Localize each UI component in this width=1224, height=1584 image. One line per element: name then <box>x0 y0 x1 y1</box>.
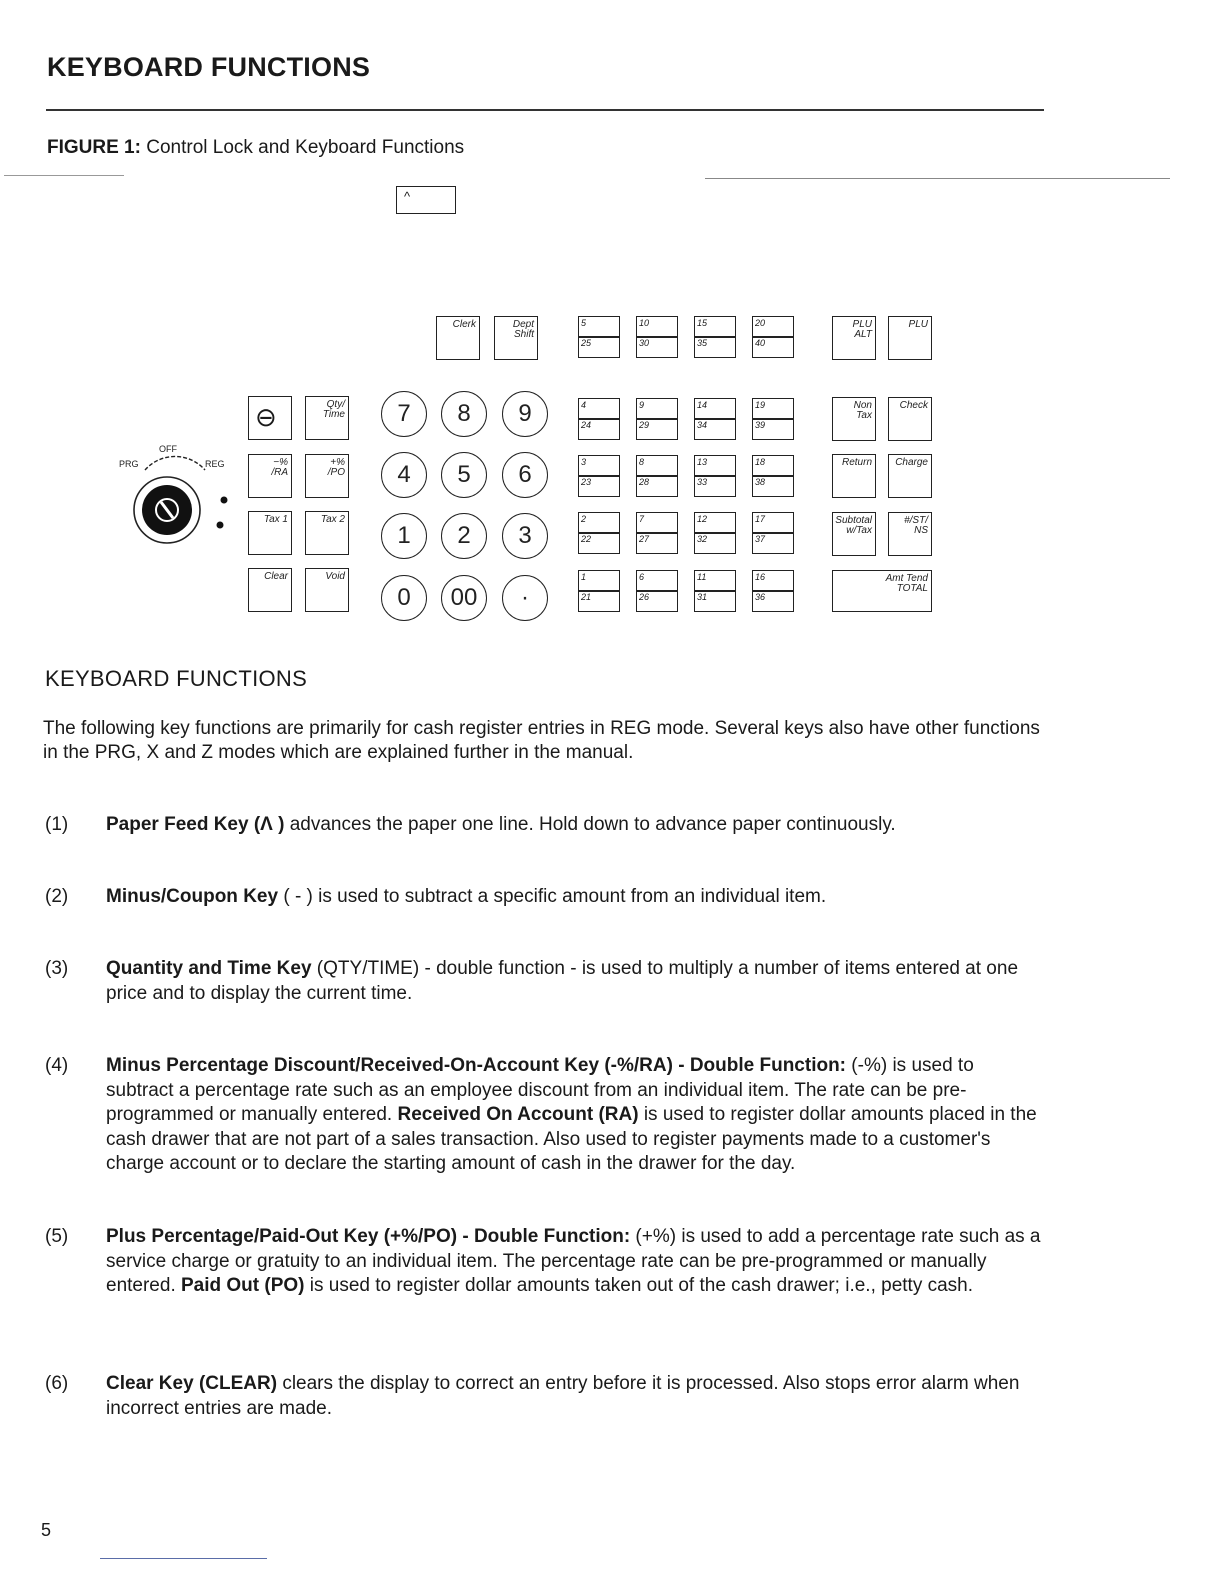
subtotal-wtax-key <box>832 512 876 556</box>
item-text <box>106 957 1046 1006</box>
numpad-key: 1 <box>381 513 427 559</box>
department-key-upper: 5 <box>581 318 587 328</box>
department-key-upper: 11 <box>697 572 707 582</box>
plus-percent-po-key <box>305 454 349 498</box>
department-key-upper: 15 <box>697 318 708 328</box>
department-key <box>636 316 678 358</box>
amt-tend-total-label: Amt Tend TOTAL <box>885 573 928 594</box>
item-term: Quantity and Time Key <box>106 958 312 979</box>
department-key-lower: 27 <box>639 534 650 544</box>
department-key-upper: 18 <box>755 457 766 467</box>
item-number: (3) <box>45 958 69 979</box>
tax1-key <box>248 511 292 555</box>
item-term: Minus/Coupon Key <box>106 886 279 907</box>
department-key-upper: 12 <box>697 514 708 524</box>
item-description: ( - ) is used to subtract a specific amount from an individual item. <box>278 886 827 907</box>
item-description: clears the display to correct an entry before it is processed. Also stops error alarm when incorrect entries are made. <box>106 1373 1020 1419</box>
department-key-upper: 13 <box>697 457 708 467</box>
page-number: 5 <box>41 1520 52 1540</box>
department-key-lower: 23 <box>581 477 592 487</box>
department-key-upper: 8 <box>639 457 645 467</box>
subtotal-wtax-label: Subtotal w/Tax <box>835 515 872 536</box>
figure-caption-text: Control Lock and Keyboard Functions <box>146 137 465 158</box>
numpad-key: 8 <box>441 391 487 437</box>
clerk-key <box>436 316 480 360</box>
nsti-ns-key <box>888 512 932 556</box>
figure-caption <box>47 137 464 159</box>
department-key <box>636 570 678 612</box>
item-description-secondary: is used to register dollar amounts placed in the cash drawer that are not part of a sales transaction. Also used to register payments made to a customer's charge account or to declare the starting amount of cash in the drawer for the day. <box>106 1104 1037 1174</box>
lock-label-reg: REG <box>205 459 225 469</box>
plu-key <box>888 316 932 360</box>
department-key-upper: 4 <box>581 400 587 410</box>
return-label: Return <box>841 457 872 468</box>
department-key-lower: 22 <box>581 534 592 544</box>
department-key-upper: 16 <box>755 572 766 582</box>
department-key-upper: 6 <box>639 572 645 582</box>
item-description: (-%) is used to subtract a percentage rate such as an employee discount from an individual item. The rate can be pre-programmed or manually entered. <box>106 1055 974 1125</box>
department-key <box>578 455 620 497</box>
item-number: (4) <box>45 1055 69 1076</box>
title-divider <box>46 109 1044 111</box>
department-key-lower: 33 <box>697 477 708 487</box>
department-key-lower: 36 <box>755 592 766 602</box>
plu-alt-key <box>832 316 876 360</box>
non-tax-key <box>832 397 876 441</box>
item-number: (6) <box>45 1373 69 1394</box>
department-key-lower: 34 <box>697 420 708 430</box>
tax2-key <box>305 511 349 555</box>
numpad-key: · <box>502 575 548 621</box>
void-label: Void <box>325 571 345 582</box>
item-number: (5) <box>45 1226 69 1247</box>
department-key-lower: 29 <box>639 420 650 430</box>
department-key-upper: 19 <box>755 400 766 410</box>
item-description: (+%) is used to add a percentage rate such as a service charge or gratuity to an individual item. The percentage rate can be pre-programmed or manually entered. <box>106 1226 1041 1296</box>
department-key-upper: 14 <box>697 400 708 410</box>
nsti-ns-label: #/ST/ NS <box>904 515 928 536</box>
department-key <box>694 398 736 440</box>
lock-label-off: OFF <box>159 444 177 454</box>
item-term-secondary: Received On Account (RA) <box>397 1104 639 1125</box>
minus-percent-ra-key <box>248 454 292 498</box>
scan-artifact-right <box>705 178 1170 179</box>
plu-label: PLU <box>908 319 928 330</box>
item-text <box>106 1372 1046 1421</box>
department-key <box>636 512 678 554</box>
lock-dial-icon <box>115 440 235 560</box>
department-key-upper: 20 <box>755 318 766 328</box>
item-term: Minus Percentage Discount/Received-On-Account Key (-%/RA) - Double Function: <box>106 1055 847 1076</box>
department-key <box>578 570 620 612</box>
department-key <box>578 398 620 440</box>
section-title: KEYBOARD FUNCTIONS <box>45 666 308 691</box>
department-key <box>752 455 794 497</box>
department-key-upper: 7 <box>639 514 645 524</box>
minus-circle-icon: ⊖ <box>255 402 277 432</box>
item-term: Plus Percentage/Paid-Out Key (+%/PO) - Double Function: <box>106 1226 631 1247</box>
department-key <box>636 455 678 497</box>
item-description: advances the paper one line. Hold down to advance paper continuously. <box>284 814 896 835</box>
department-key-lower: 21 <box>581 592 592 602</box>
tax1-label: Tax 1 <box>263 514 288 525</box>
item-text <box>106 885 1046 910</box>
item-number: (1) <box>45 814 69 835</box>
department-key-upper: 2 <box>581 514 587 524</box>
numpad-key: 2 <box>441 513 487 559</box>
clerk-label: Clerk <box>452 319 476 330</box>
section-intro: The following key functions are primarily for cash register entries in REG mode. Several keys also have other functions in the PRG, X and Z modes which are explained further in the manual. <box>43 718 1040 763</box>
tax2-label: Tax 2 <box>320 514 345 525</box>
item-description: (QTY/TIME) - double function - is used to multiply a number of items entered at one price and to display the current time. <box>106 958 1019 1004</box>
plu-alt-label: PLU ALT <box>852 319 872 340</box>
department-key-lower: 28 <box>639 477 650 487</box>
item-term-secondary: Paid Out (PO) <box>181 1275 305 1296</box>
dept-shift-label: Dept Shift <box>512 319 534 340</box>
department-key-lower: 40 <box>755 338 766 348</box>
clear-label: Clear <box>264 571 288 582</box>
item-term: Paper Feed Key (Λ ) <box>106 814 285 835</box>
department-key-lower: 25 <box>581 338 592 348</box>
department-key-upper: 10 <box>639 318 650 328</box>
department-key-lower: 30 <box>639 338 650 348</box>
department-key <box>752 512 794 554</box>
item-text <box>106 813 1046 838</box>
dept-shift-key <box>494 316 538 360</box>
minus-coupon-key <box>248 396 292 440</box>
department-key <box>578 512 620 554</box>
numpad-key: 9 <box>502 391 548 437</box>
plus-percent-po-label: +% /PO <box>327 457 345 478</box>
non-tax-label: Non Tax <box>853 400 872 421</box>
department-key-lower: 39 <box>755 420 766 430</box>
numpad-key: 00 <box>441 575 487 621</box>
department-key-lower: 31 <box>697 592 708 602</box>
paper-feed-key <box>396 186 456 214</box>
department-key-lower: 35 <box>697 338 708 348</box>
item-number: (2) <box>45 886 69 907</box>
numpad-key: 4 <box>381 452 427 498</box>
charge-key <box>888 454 932 498</box>
caret-up-icon: ^ <box>404 189 411 204</box>
amt-tend-total-key <box>832 570 932 612</box>
numpad-key: 0 <box>381 575 427 621</box>
item-text <box>106 1054 1046 1177</box>
department-key-lower: 37 <box>755 534 766 544</box>
department-key-lower: 24 <box>581 420 592 430</box>
department-key <box>694 455 736 497</box>
department-key <box>694 512 736 554</box>
item-description-secondary: is used to register dollar amounts taken out of the cash drawer; i.e., petty cash. <box>304 1275 974 1296</box>
department-key-lower: 38 <box>755 477 766 487</box>
department-key <box>752 316 794 358</box>
check-label: Check <box>899 400 928 411</box>
department-key-lower: 26 <box>639 592 650 602</box>
return-key <box>832 454 876 498</box>
scan-artifact-left <box>4 175 124 176</box>
department-key <box>752 398 794 440</box>
numpad-key: 7 <box>381 391 427 437</box>
department-key <box>578 316 620 358</box>
page-title: KEYBOARD FUNCTIONS <box>47 52 371 82</box>
qty-time-key <box>305 396 349 440</box>
void-key <box>305 568 349 612</box>
scan-artifact-bottom <box>100 1558 267 1559</box>
item-term: Clear Key (CLEAR) <box>106 1373 278 1394</box>
lock-label-prg: PRG <box>119 459 139 469</box>
department-key <box>636 398 678 440</box>
department-key-lower: 32 <box>697 534 708 544</box>
department-key-upper: 3 <box>581 457 587 467</box>
department-key-upper: 9 <box>639 400 645 410</box>
department-key-upper: 17 <box>755 514 766 524</box>
check-key <box>888 397 932 441</box>
numpad-key: 6 <box>502 452 548 498</box>
qty-time-label: Qty/ Time <box>322 399 345 420</box>
numpad-key: 5 <box>441 452 487 498</box>
department-key <box>752 570 794 612</box>
control-lock <box>115 440 235 560</box>
minus-percent-ra-label: −% /RA <box>271 457 288 478</box>
item-text <box>106 1225 1046 1299</box>
department-key <box>694 316 736 358</box>
charge-label: Charge <box>895 457 928 468</box>
department-key <box>694 570 736 612</box>
figure-label: FIGURE 1: <box>47 137 141 158</box>
department-key-upper: 1 <box>581 572 587 582</box>
numpad-key: 3 <box>502 513 548 559</box>
clear-key <box>248 568 292 612</box>
